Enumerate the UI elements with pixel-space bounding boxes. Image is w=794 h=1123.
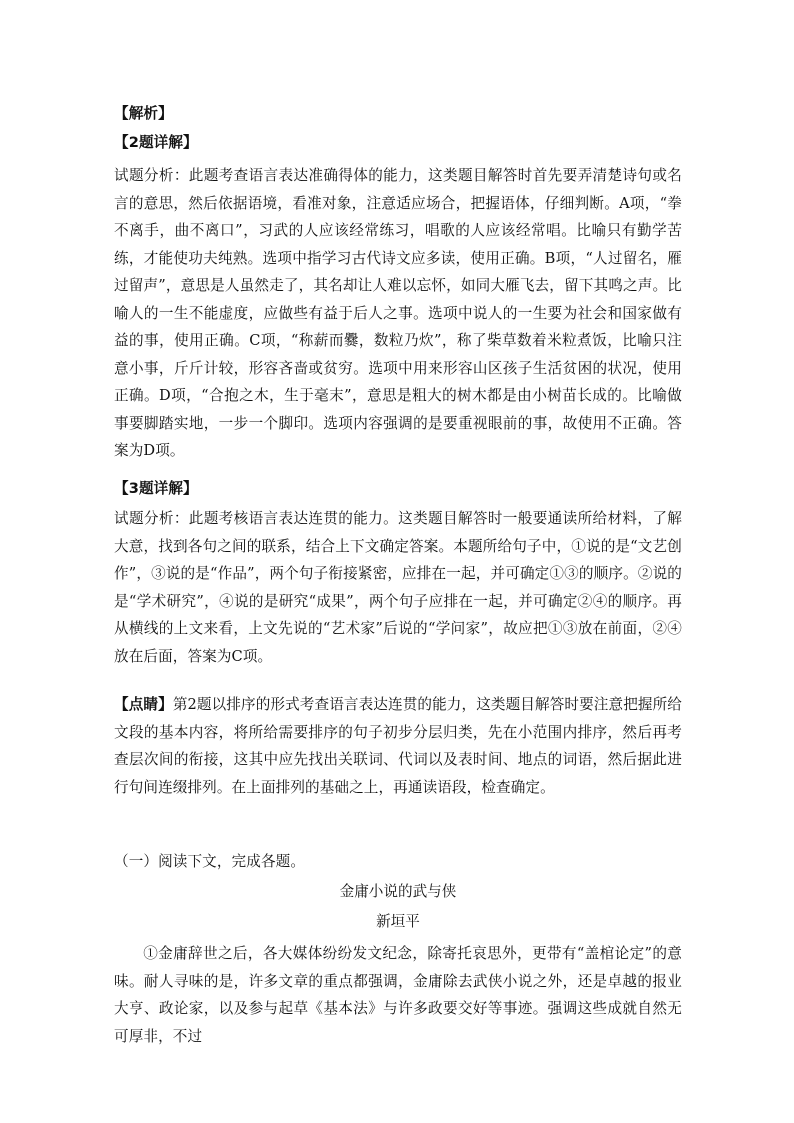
- tip-label: 【点睛】: [114, 696, 173, 713]
- q3-explanation: 试题分析：此题考核语言表达连贯的能力。这类题目解答时一般要通读所给材料，了解大意，找到各句之间的联系，结合上下文确定答案。本题所给句子中，①说的是“文艺创作”，③说的是“作品”，两个句子衔接紧密，应排在一起，并可确定①③的顺序。②说的是“学术研究”，④说的是研究“成果”，两个句子应排在一起，并可确定②④的顺序。再从横线的上文来看，上文先说的“艺术家”后说的“学问家”，故应把①③放在前面，②④放在后面，答案为C项。: [114, 510, 682, 665]
- tip-paragraph: [114, 691, 682, 801]
- q2-explanation: 试题分析：此题考查语言表达准确得体的能力，这类题目解答时首先要弄清楚诗句或名言的意思，然后依据语境，看准对象，注意适应场合，把握语体，仔细判断。A项，“拳不离手，曲不离口”，习武的人应该经常练习，唱歌的人应该经常唱。比喻只有勤学苦练，才能使功夫纯熟。选项中指学习古代诗文应多读，使用正确。B项，“人过留名，雁过留声”，意思是人虽然走了，其名却让人难以忘怀，如同大雁飞去，留下其鸣之声。比喻人的一生不能虚度，应做些有益于后人之事。选项中说人的一生要为社会和国家做有益的事，使用正确。C项，“称薪而爨，数粒乃炊”，称了柴草数着米粒煮饭，比喻只注意小事，斤斤计较，形容吝啬或贫穷。选项中用来形容山区孩子生活贫困的状况，使用正确。D项，“合抱之木，生于毫末”，意思是粗大的树木都是由小树苗长成的。比喻做事要脚踏实地，一步一个脚印。选项内容强调的是要重视眼前的事，故使用不正确。答案为D项。: [114, 167, 682, 459]
- article-author: 新垣平: [376, 913, 420, 930]
- analysis-heading: 【解析】: [114, 105, 173, 122]
- section-intro: （一）阅读下文，完成各题。: [114, 853, 306, 870]
- q2-heading: 【2题详解】: [114, 134, 198, 151]
- article-title: 金庸小说的武与侠: [339, 883, 457, 900]
- tip-body: 第2题以排序的形式考查语言表达连贯的能力，这类题目解答时要注意把握所给文段的基本内容，将所给需要排序的句子初步分层归类，先在小范围内排序，然后再考查层次间的衔接，这其中应先找出关联词、代词以及表时间、地点的词语，然后据此进行句间连缀排列。在上面排列的基础之上，再通读语段，检查确定。: [114, 696, 682, 796]
- q3-heading: 【3题详解】: [114, 480, 198, 497]
- article-paragraph-1: ①金庸辞世之后，各大媒体纷纷发文纪念，除寄托哀思外，更带有“盖棺论定”的意味。耐人寻味的是，许多文章的重点都强调，金庸除去武侠小说之外，还是卓越的报业大亨、政论家，以及参与起草《基本法》与许多政要交好等事迹。强调这些成就自然无可厚非，不过: [114, 945, 682, 1045]
